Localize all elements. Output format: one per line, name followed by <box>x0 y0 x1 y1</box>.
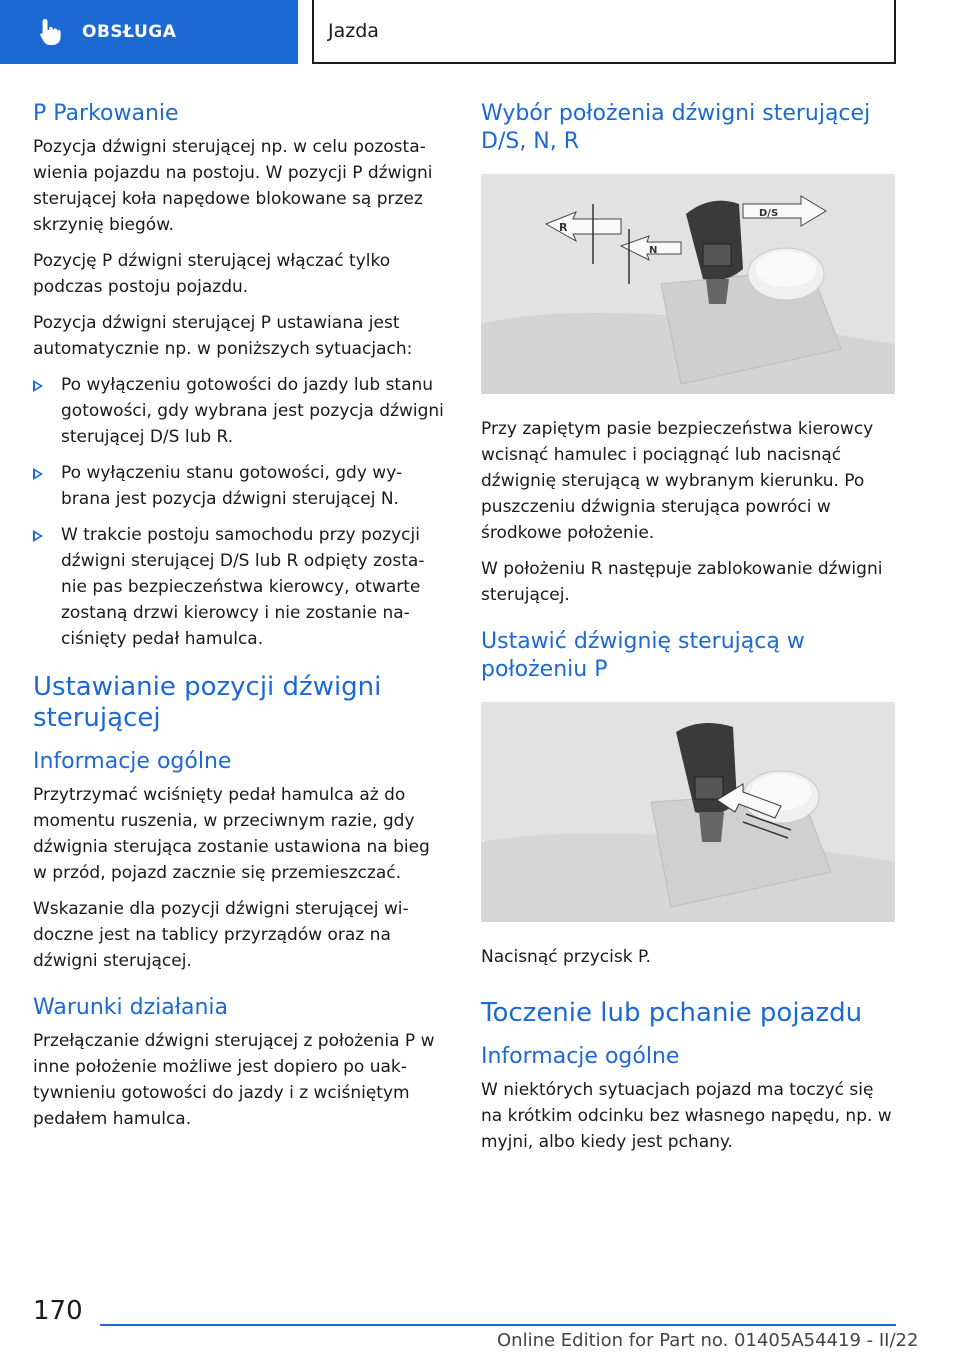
left-column <box>33 100 447 1142</box>
page-number: 170 <box>33 1296 83 1326</box>
paragraph: Pozycja dźwigni sterującej P ustawiana jest automatycznie np. w poniższych sytuacjach: <box>33 313 413 359</box>
park-button-figure <box>481 702 895 922</box>
paragraph: Przy zapiętym pasie bezpieczeństwa kierowcy wcisnąć hamulec i pociągnąć lub nacisnąć dźwignię sterującą w wybranym kierunku. Po puszczeniu dźwignia sterująca powróci w środkowe położenie. <box>481 419 874 543</box>
paragraph: W położeniu R następuje zablokowanie dźwigni sterującej. <box>481 559 883 605</box>
heading-p-parkowanie: P Parkowanie <box>33 101 179 126</box>
heading-informacje-ogolne: Informacje ogólne <box>33 749 232 774</box>
list-item <box>33 372 447 450</box>
chapter-tab-label: OBSŁUGA <box>82 22 177 42</box>
heading-warunki-dzialania: Warunki działania <box>33 995 228 1020</box>
paragraph: Wskazanie dla pozycji dźwigni sterującej wi-doczne jest na tablicy przyrządów oraz na dźwigni sterującej. <box>33 899 409 971</box>
fig-label-n: N <box>649 245 658 256</box>
list-item-text: Po wyłączeniu gotowości do jazdy lub stanu gotowości, gdy wybrana jest pozycja dźwigni sterującej D/S lub R. <box>61 375 444 447</box>
list-item <box>33 522 447 652</box>
pointing-hand-icon <box>36 17 66 47</box>
paragraph: Przytrzymać wciśnięty pedał hamulca aż do momentu ruszenia, w przeciwnym razie, gdy dźwignia sterująca zostanie ustawiona na bieg w przód, pojazd zacznie się przemieszczać. <box>33 785 430 883</box>
paragraph: W niektórych sytuacjach pojazd ma toczyć się na krótkim odcinku bez własnego napędu, np. w myjni, albo kiedy jest pchany. <box>481 1080 892 1152</box>
fig-label-ds: D/S <box>759 208 779 219</box>
triangle-bullet-icon <box>33 380 43 392</box>
heading-ustawianie: Ustawianie pozycji dźwigni sterującej <box>33 672 382 733</box>
bullet-list <box>33 372 447 652</box>
right-column <box>481 100 895 1165</box>
heading-toczenie: Toczenie lub pchanie pojazdu <box>481 998 863 1028</box>
paragraph: Nacisnąć przycisk P. <box>481 947 651 967</box>
edition-note: Online Edition for Part no. 01405A54419 - II/22 <box>497 1330 919 1351</box>
fig-label-r: R <box>559 221 568 234</box>
gear-selector-figure <box>481 174 895 394</box>
paragraph: Pozycja dźwigni sterującej np. w celu pozosta-wienia pojazdu na postoju. W pozycji P dźwigni sterującej koła napędowe blokowane są przez skrzynię biegów. <box>33 137 433 235</box>
heading-wybor-polozenia: Wybór położenia dźwigni sterującej D/S, N, R <box>481 101 871 154</box>
chapter-tab <box>0 0 298 64</box>
section-header <box>312 0 896 64</box>
list-item <box>33 460 447 512</box>
paragraph: Pozycję P dźwigni sterującej włączać tylko podczas postoju pojazdu. <box>33 251 391 297</box>
paragraph: Przełączanie dźwigni sterującej z położenia P w inne położenie możliwe jest dopiero po uak-tywnieniu gotowości do jazdy i z wciśniętym pedałem hamulca. <box>33 1031 435 1129</box>
list-item-text: W trakcie postoju samochodu przy pozycji dźwigni sterującej D/S lub R odpięty zosta-nie pas bezpieczeństwa kierowcy, otwarte zostaną drzwi kierowcy i nie zostanie na-ciśnięty pedał hamulca. <box>61 525 425 649</box>
heading-informacje-ogolne: Informacje ogólne <box>481 1044 680 1069</box>
section-title: Jazda <box>328 20 379 42</box>
triangle-bullet-icon <box>33 530 43 542</box>
triangle-bullet-icon <box>33 468 43 480</box>
list-item-text: Po wyłączeniu stanu gotowości, gdy wy-brana jest pozycja dźwigni sterującej N. <box>61 463 403 509</box>
footer-rule <box>100 1324 896 1326</box>
heading-ustawic-w-p: Ustawić dźwignię sterującą w położeniu P <box>481 629 805 682</box>
